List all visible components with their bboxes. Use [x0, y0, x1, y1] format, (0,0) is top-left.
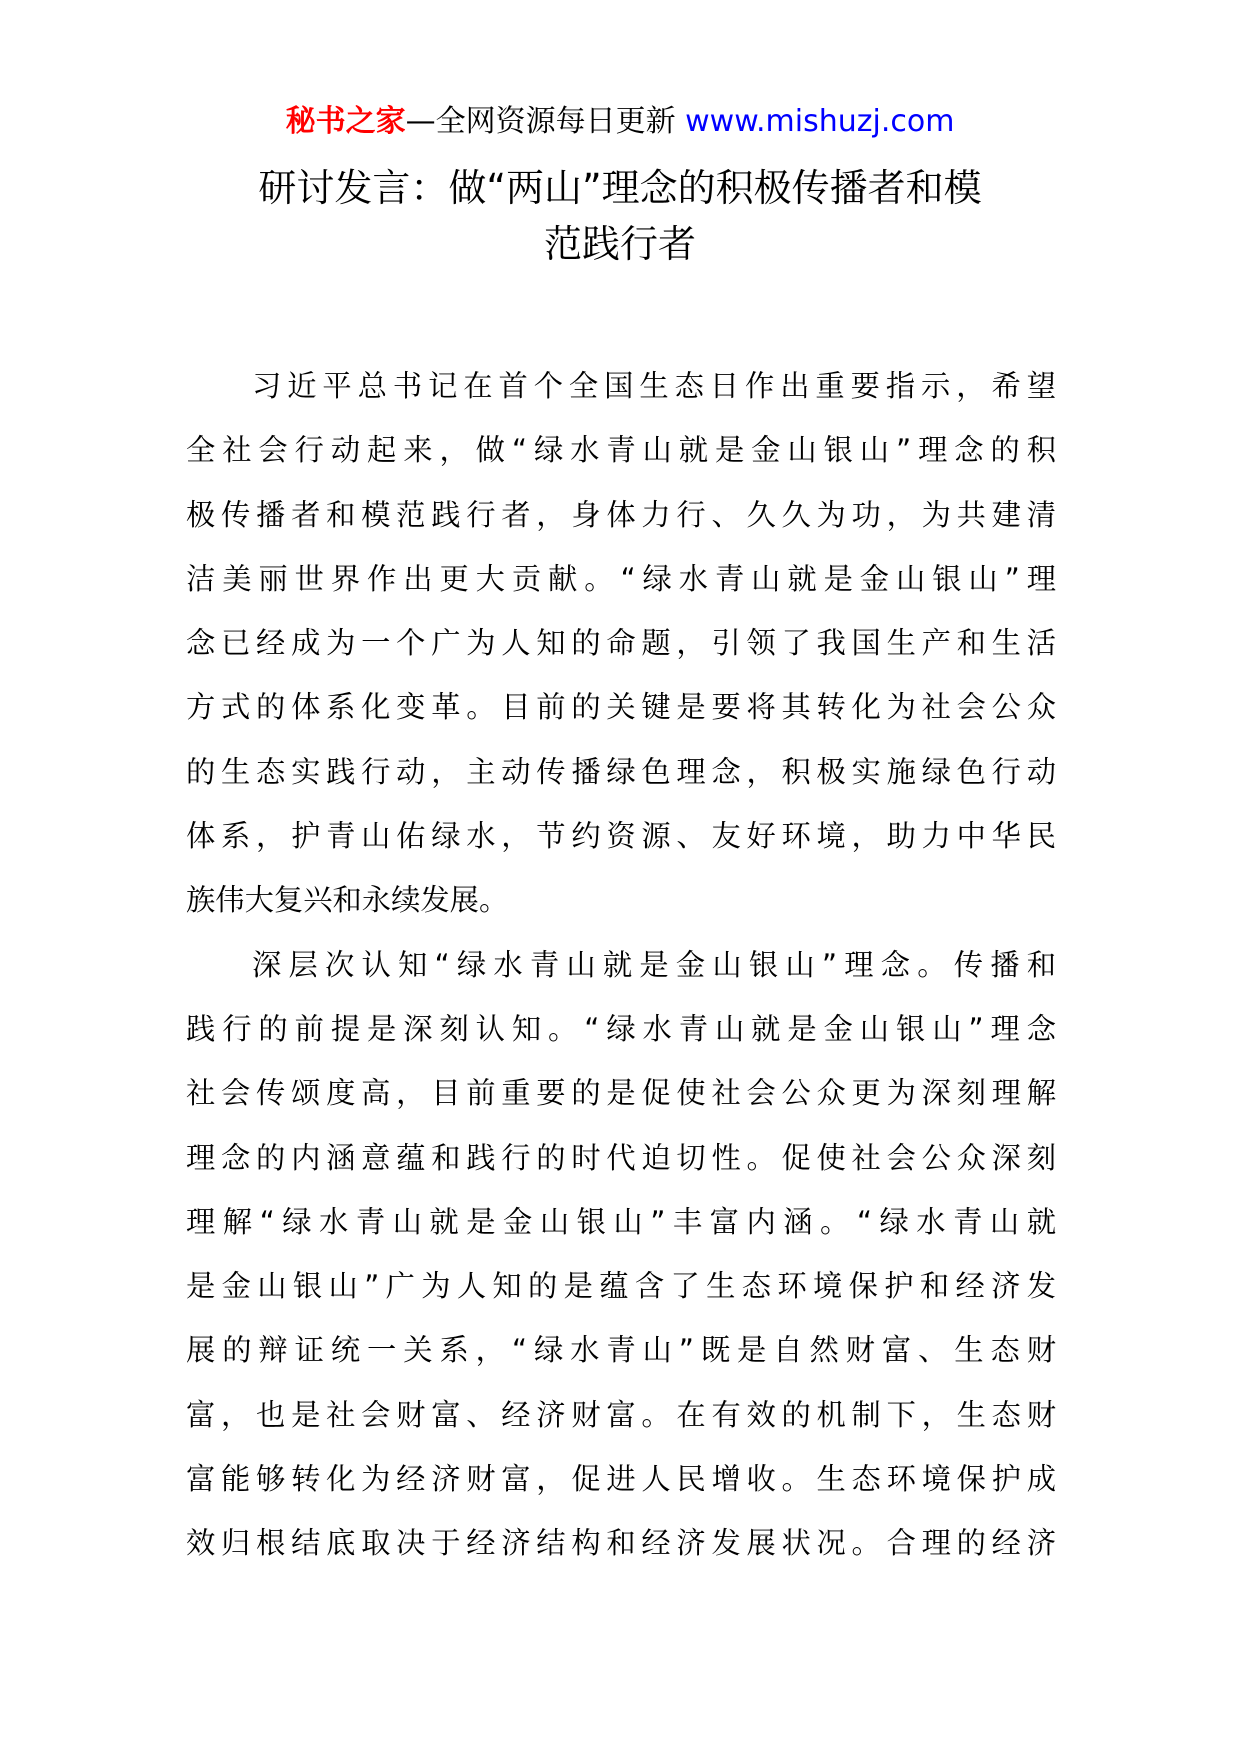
paragraph-line: 洁美丽世界作出更大贡献。“绿水青山就是金山银山”理: [186, 561, 1056, 596]
header-tagline: —全网资源每日更新: [405, 104, 676, 139]
paragraph-line: 习近平总书记在首个全国生态日作出重要指示，希望: [252, 369, 1056, 403]
paragraph-line: 方式的体系化变革。目前的关键是要将其转化为社会公众: [186, 690, 1056, 725]
paragraph-line: 富能够转化为经济财富，促进人民增收。生态环境保护成: [186, 1462, 1056, 1497]
paragraph-line: 族伟大复兴和永续发展。: [186, 883, 509, 918]
site-header: [0, 100, 1240, 144]
paragraph-1: [186, 354, 1056, 933]
paragraph-line: 全社会行动起来，做“绿水青山就是金山银山”理念的积: [186, 433, 1056, 468]
paragraph-line: 展的辩证统一关系，“绿水青山”既是自然财富、生态财: [186, 1333, 1056, 1368]
paragraph-line: 效归根结底取决于经济结构和经济发展状况。合理的经济: [186, 1526, 1056, 1561]
paragraph-line: 体系，护青山佑绿水，节约资源、友好环境，助力中华民: [186, 819, 1056, 854]
document-title: [170, 160, 1070, 272]
paragraph-line: 理解“绿水青山就是金山银山”丰富内涵。“绿水青山就: [186, 1204, 1056, 1239]
title-line-2: 范践行者: [543, 222, 696, 266]
site-url-link[interactable]: www.mishuzj.com: [685, 104, 955, 139]
paragraph-line: 的生态实践行动，主动传播绿色理念，积极实施绿色行动: [186, 754, 1056, 789]
paragraph-line: 是金山银山”广为人知的是蕴含了生态环境保护和经济发: [186, 1269, 1056, 1304]
brand-name: 秘书之家: [285, 104, 406, 139]
title-line-1: 研讨发言：做“两山”理念的积极传播者和模: [258, 166, 982, 210]
paragraph-line: 富，也是社会财富、经济财富。在有效的机制下，生态财: [186, 1397, 1056, 1432]
paragraph-line: 念已经成为一个广为人知的命题，引领了我国生产和生活: [186, 626, 1056, 661]
paragraph-line: 极传播者和模范践行者，身体力行、久久为功，为共建清: [186, 497, 1056, 532]
paragraph-line: 社会传颂度高，目前重要的是促使社会公众更为深刻理解: [186, 1076, 1056, 1111]
paragraph-line: 深层次认知“绿水青山就是金山银山”理念。传播和: [252, 947, 1056, 982]
paragraph-2: [186, 933, 1056, 1576]
paragraph-line: 践行的前提是深刻认知。“绿水青山就是金山银山”理念: [186, 1011, 1056, 1046]
document-body: [186, 354, 1056, 1576]
paragraph-line: 理念的内涵意蕴和践行的时代迫切性。促使社会公众深刻: [186, 1140, 1056, 1175]
